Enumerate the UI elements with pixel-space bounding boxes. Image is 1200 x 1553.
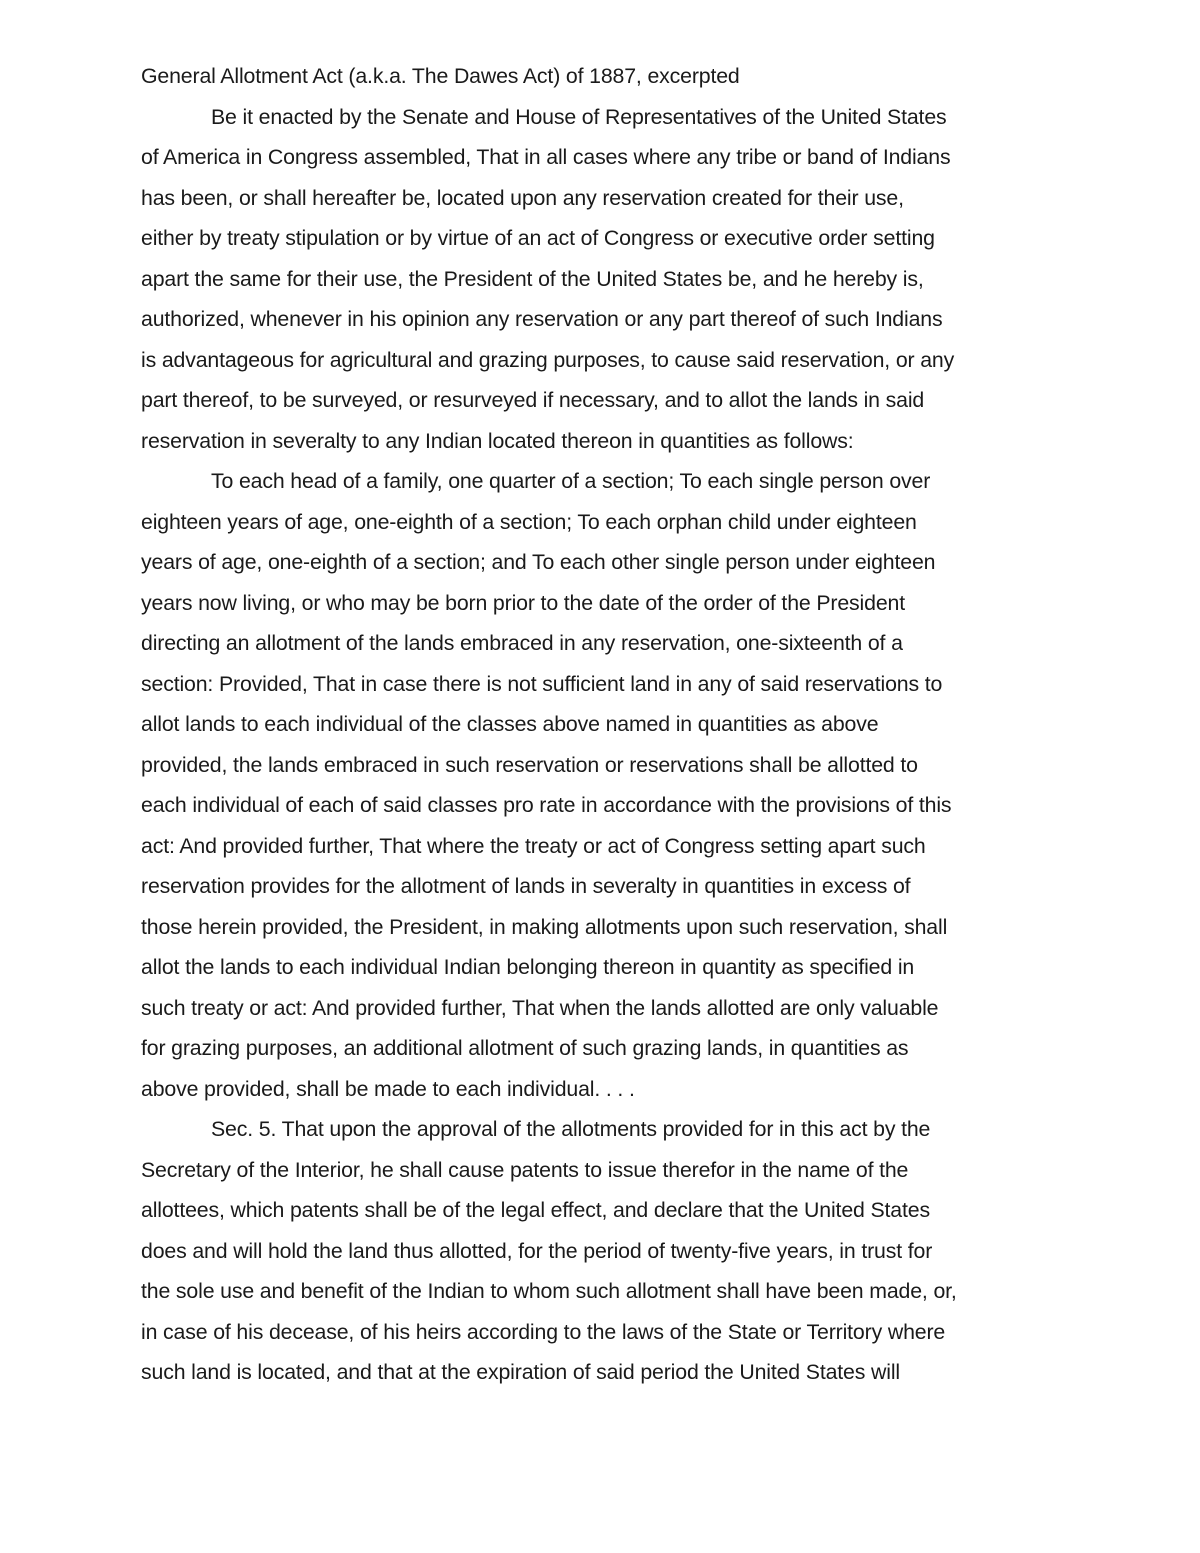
text-line: authorized, whenever in his opinion any reservation or any part thereof of such Indians	[141, 307, 943, 331]
text-line: in case of his decease, of his heirs according to the laws of the State or Territory where	[141, 1319, 946, 1344]
text-line: act: And provided further, That where the treaty or act of Congress setting apart such	[141, 833, 926, 858]
text-line: years now living, or who may be born prior to the date of the order of the President	[141, 590, 905, 615]
text-line: each individual of each of said classes pro rate in accordance with the provisions of this	[141, 793, 952, 817]
text-line: Secretary of the Interior, he shall cause patents to issue therefor in the name of the	[141, 1157, 909, 1182]
text-line: eighteen years of age, one-eighth of a section; To each orphan child under eighteen	[141, 509, 917, 534]
document-title: General Allotment Act (a.k.a. The Dawes Act) of 1887, excerpted	[141, 64, 740, 88]
text-line: is advantageous for agricultural and grazing purposes, to cause said reservation, or any	[141, 347, 955, 372]
text-line: has been, or shall hereafter be, located upon any reservation created for their use,	[141, 185, 904, 210]
text-line: such land is located, and that at the expiration of said period the United States will	[141, 1360, 900, 1384]
text-line: years of age, one-eighth of a section; and To each other single person under eighteen	[141, 550, 936, 574]
paragraph-first-line: To each head of a family, one quarter of a section; To each single person over	[211, 469, 931, 493]
paragraph-first-line: Sec. 5. That upon the approval of the allotments provided for in this act by the	[211, 1117, 931, 1141]
paragraph-first-line: Be it enacted by the Senate and House of Representatives of the United States	[211, 104, 947, 129]
text-line: either by treaty stipulation or by virtue of an act of Congress or executive order setting	[141, 226, 935, 250]
text-line: part thereof, to be surveyed, or resurveyed if necessary, and to allot the lands in said	[141, 388, 925, 412]
text-line: does and will hold the land thus allotted, for the period of twenty-five years, in trust for	[141, 1238, 933, 1263]
text-line: reservation in severalty to any Indian located thereon in quantities as follows:	[141, 428, 854, 453]
text-line: for grazing purposes, an additional allotment of such grazing lands, in quantities as	[141, 1036, 909, 1060]
text-line: allot lands to each individual of the classes above named in quantities as above	[141, 712, 879, 736]
text-line: apart the same for their use, the President of the United States be, and he hereby is,	[141, 266, 924, 291]
text-line: allot the lands to each individual Indian belonging thereon in quantity as specified in	[141, 955, 915, 979]
text-line: the sole use and benefit of the Indian to whom such allotment shall have been made, or,	[141, 1279, 957, 1303]
document-body	[141, 56, 1071, 1393]
text-line: reservation provides for the allotment of lands in severalty in quantities in excess of	[141, 874, 911, 898]
text-line: directing an allotment of the lands embraced in any reservation, one-sixteenth of a	[141, 631, 903, 655]
text-line: above provided, shall be made to each individual. . . .	[141, 1076, 635, 1101]
document-lines	[141, 97, 1071, 1393]
text-line: those herein provided, the President, in making allotments upon such reservation, shall	[141, 914, 948, 939]
text-line: provided, the lands embraced in such reservation or reservations shall be allotted to	[141, 752, 918, 777]
text-line: section: Provided, That in case there is not sufficient land in any of said reservations to	[141, 671, 943, 696]
text-line: of America in Congress assembled, That in all cases where any tribe or band of Indians	[141, 145, 951, 169]
text-line: allottees, which patents shall be of the legal effect, and declare that the United States	[141, 1198, 930, 1222]
text-line: such treaty or act: And provided further, That when the lands allotted are only valuable	[141, 995, 939, 1020]
